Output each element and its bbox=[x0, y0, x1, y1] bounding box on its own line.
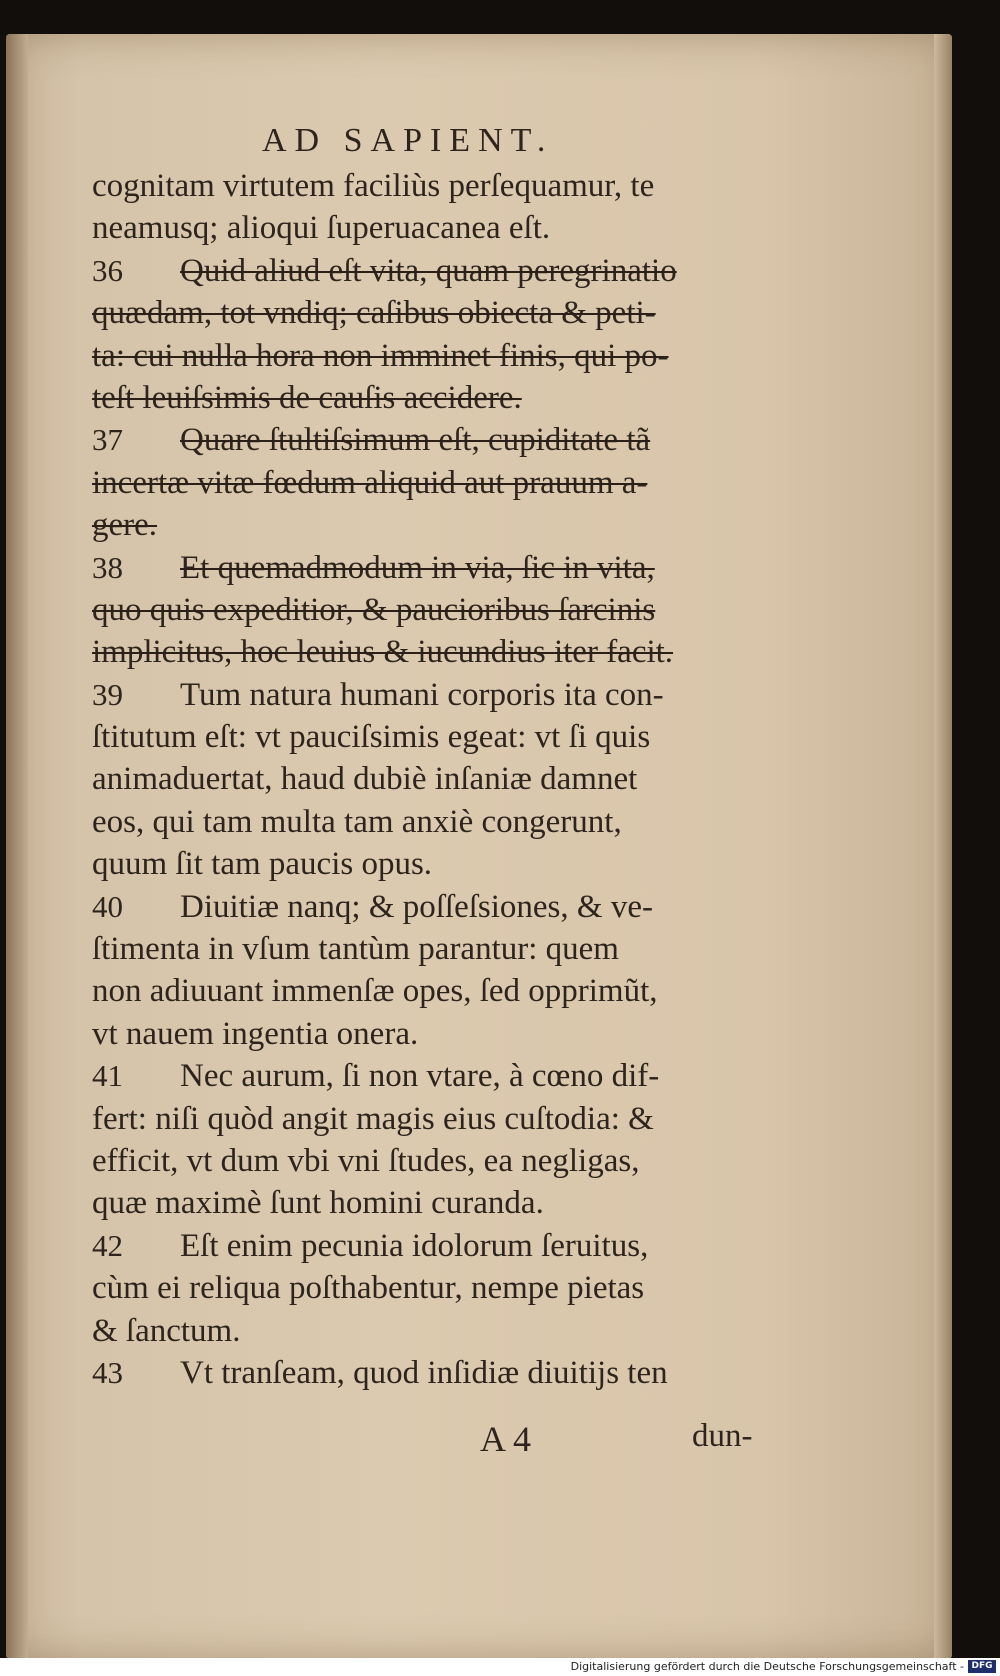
text-line bbox=[92, 295, 792, 337]
line-text: Diuitiæ nanq; & poſſeſsiones, & ve- bbox=[180, 888, 653, 925]
credit-text: Digitalisierung gefördert durch die Deutsche Forschungsgemeinschaft - bbox=[570, 1660, 964, 1673]
text-line bbox=[92, 168, 792, 210]
line-text: Et quemadmodum in via, ſic in vita, bbox=[180, 549, 655, 586]
paragraph-number: 43 bbox=[92, 1354, 123, 1390]
text-line bbox=[92, 380, 792, 422]
catchword: dun- bbox=[692, 1418, 753, 1454]
text-line bbox=[92, 210, 792, 252]
text-line bbox=[92, 507, 792, 549]
text-line bbox=[92, 804, 792, 846]
text-line bbox=[92, 465, 792, 507]
line-text: Quid aliud eſt vita, quam peregrinatio bbox=[180, 252, 677, 289]
text-line bbox=[92, 1016, 792, 1058]
paragraph-number: 41 bbox=[92, 1058, 123, 1094]
line-text: Eſt enim pecunia idolorum ſeruitus, bbox=[180, 1227, 649, 1264]
line-text: cùm ei reliqua poſthabentur, nempe pietas bbox=[92, 1270, 645, 1307]
text-line bbox=[92, 1355, 792, 1397]
text-line bbox=[92, 634, 792, 676]
text-line bbox=[92, 846, 792, 888]
line-text: neamusq; alioqui ſuperuacanea eſt. bbox=[92, 210, 551, 247]
line-text: cognitam virtutem faciliùs perſequamur, te bbox=[92, 168, 655, 204]
text-line bbox=[92, 931, 792, 973]
text-line bbox=[92, 761, 792, 803]
line-text: quo quis expeditior, & paucioribus ſarcinis bbox=[92, 591, 656, 628]
text-line bbox=[92, 253, 792, 295]
line-text: Quare ſtultiſsimum eſt, cupiditate tã bbox=[180, 422, 651, 459]
line-text: animaduertat, haud dubiè inſaniæ damnet bbox=[92, 761, 638, 798]
line-text: ſtimenta in vſum tantùm parantur: quem bbox=[92, 931, 619, 968]
line-text: non adiuuant immenſæ opes, ſed opprimũt, bbox=[92, 973, 658, 1010]
line-text: ſtitutum eſt: vt pauciſsimis egeat: vt ſi quis bbox=[92, 719, 651, 756]
text-line bbox=[92, 1313, 792, 1355]
page-spine bbox=[6, 34, 28, 1659]
line-text: incertæ vitæ fœdum aliquid aut prauum a- bbox=[92, 464, 648, 501]
line-text: Vt tranſeam, quod inſidiæ diuitijs ten bbox=[180, 1354, 668, 1391]
text-line bbox=[92, 1101, 792, 1143]
line-text: & ſanctum. bbox=[92, 1312, 241, 1349]
page-edge bbox=[934, 34, 952, 1659]
line-text: Tum natura humani corporis ita con- bbox=[180, 676, 664, 713]
paragraph-number: 38 bbox=[92, 549, 123, 585]
line-text: implicitus, hoc leuius & iucundius iter facit. bbox=[92, 634, 674, 671]
text-line bbox=[92, 1270, 792, 1312]
text-line bbox=[92, 1185, 792, 1227]
dfg-logo: DFG bbox=[968, 1660, 996, 1673]
text-line bbox=[92, 1228, 792, 1270]
line-text: eos, qui tam multa tam anxiè congerunt, bbox=[92, 803, 622, 840]
line-text: gere. bbox=[92, 507, 158, 544]
signature-mark: A 4 bbox=[480, 1419, 532, 1459]
line-text: efficit, vt dum vbi vni ſtudes, ea negligas, bbox=[92, 1142, 640, 1179]
paragraph-number: 39 bbox=[92, 676, 123, 712]
running-head: AD SAPIENT. bbox=[262, 122, 554, 159]
text-line bbox=[92, 973, 792, 1015]
paragraph-number: 36 bbox=[92, 252, 123, 288]
text-line bbox=[92, 1058, 792, 1100]
text-line bbox=[92, 422, 792, 464]
paragraph-number: 40 bbox=[92, 888, 123, 924]
line-text: quædam, tot vndiq; caſibus obiecta & peti- bbox=[92, 295, 656, 332]
paragraph-number: 42 bbox=[92, 1227, 123, 1263]
line-text: teſt leuiſsimis de cauſis accidere. bbox=[92, 379, 522, 416]
text-line bbox=[92, 889, 792, 931]
line-text: quum ſit tam paucis opus. bbox=[92, 846, 433, 883]
text-line bbox=[92, 338, 792, 380]
text-line bbox=[92, 719, 792, 761]
line-text: ta: cui nulla hora non imminet finis, qui po- bbox=[92, 337, 669, 374]
line-text: vt nauem ingentia onera. bbox=[92, 1015, 419, 1052]
text-line bbox=[92, 550, 792, 592]
text-line bbox=[92, 592, 792, 634]
line-text: Nec aurum, ſi non vtare, à cœno dif- bbox=[180, 1058, 660, 1095]
line-text: fert: niſi quòd angit magis eius cuſtodia: & bbox=[92, 1100, 654, 1137]
text-line bbox=[92, 677, 792, 719]
text-block bbox=[92, 168, 792, 1397]
paragraph-number: 37 bbox=[92, 422, 123, 458]
text-line bbox=[92, 1143, 792, 1185]
line-text: quæ maximè ſunt homini curanda. bbox=[92, 1185, 544, 1222]
